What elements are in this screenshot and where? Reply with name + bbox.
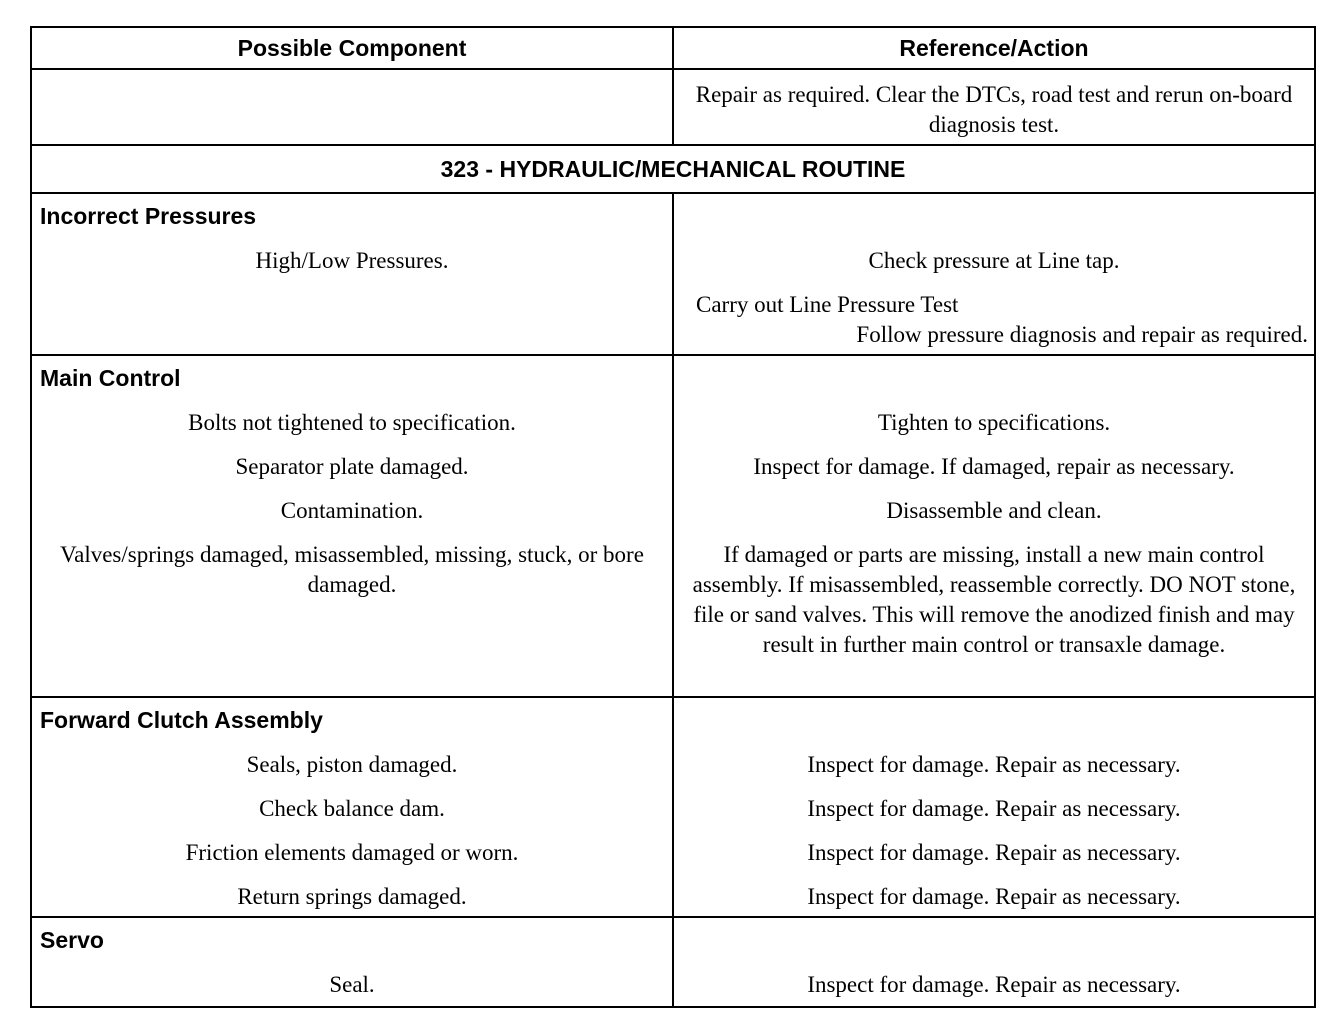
header-row — [31, 27, 1315, 69]
action-text: Tighten to specifications. — [877, 410, 1111, 435]
action-text: Inspect for damage. Repair as necessary. — [807, 796, 1181, 821]
forward-clutch-actions — [673, 697, 1315, 917]
col-header-component: Possible Component — [31, 27, 673, 69]
action-text: Inspect for damage. If damaged, repair as necessary. — [753, 454, 1235, 479]
servo-components — [31, 917, 673, 1007]
main-control-components — [31, 355, 673, 697]
diagnosis-table — [30, 26, 1316, 1008]
action-text: Inspect for damage. Repair as necessary. — [807, 972, 1181, 997]
continuation-action: Repair as required. Clear the DTCs, road test and rerun on-board diagnosis test. — [673, 69, 1315, 145]
routine-row — [31, 145, 1315, 193]
action-text: Check pressure at Line tap. — [868, 248, 1120, 273]
component-text: Return springs damaged. — [237, 884, 467, 909]
routine-title: 323 - HYDRAULIC/MECHANICAL ROUTINE — [31, 145, 1315, 193]
forward-clutch-components — [31, 697, 673, 917]
action-text: Carry out Line Pressure Test — [696, 292, 959, 317]
continuation-left-cell — [31, 69, 673, 145]
component-text: Check balance dam. — [259, 796, 445, 821]
section-main-control — [31, 355, 1315, 697]
continuation-row — [31, 69, 1315, 145]
main-control-actions — [673, 355, 1315, 697]
servo-actions — [673, 917, 1315, 1007]
section-title: Main Control — [40, 365, 181, 391]
section-incorrect-pressures — [31, 193, 1315, 355]
component-text: Valves/springs damaged, misassembled, missing, stuck, or bore damaged. — [60, 542, 644, 597]
component-text: Seals, piston damaged. — [246, 752, 458, 777]
section-servo — [31, 917, 1315, 1007]
action-text: Disassemble and clean. — [886, 498, 1102, 523]
action-text: Inspect for damage. Repair as necessary. — [807, 752, 1181, 777]
action-text: Follow pressure diagnosis and repair as required. — [856, 322, 1308, 347]
section-title: Servo — [40, 927, 104, 953]
section-title: Incorrect Pressures — [40, 203, 257, 229]
component-text: Separator plate damaged. — [235, 454, 469, 479]
component-text: Contamination. — [280, 498, 424, 523]
component-text: Friction elements damaged or worn. — [185, 840, 519, 865]
component-text: High/Low Pressures. — [255, 248, 449, 273]
action-text: If damaged or parts are missing, install a new main control assembly. If misassembled, reassemble correctly. DO NOT stone, file or sand valves. This will remove the anodized finish and may result in further main control or transaxle damage. — [692, 542, 1296, 657]
section-forward-clutch — [31, 697, 1315, 917]
component-text: Seal. — [329, 972, 375, 997]
action-text: Inspect for damage. Repair as necessary. — [807, 884, 1181, 909]
incorrect-pressures-actions — [673, 193, 1315, 355]
incorrect-pressures-components — [31, 193, 673, 355]
action-text: Inspect for damage. Repair as necessary. — [807, 840, 1181, 865]
component-text: Bolts not tightened to specification. — [188, 410, 516, 435]
section-title: Forward Clutch Assembly — [40, 707, 323, 733]
col-header-action: Reference/Action — [673, 27, 1315, 69]
